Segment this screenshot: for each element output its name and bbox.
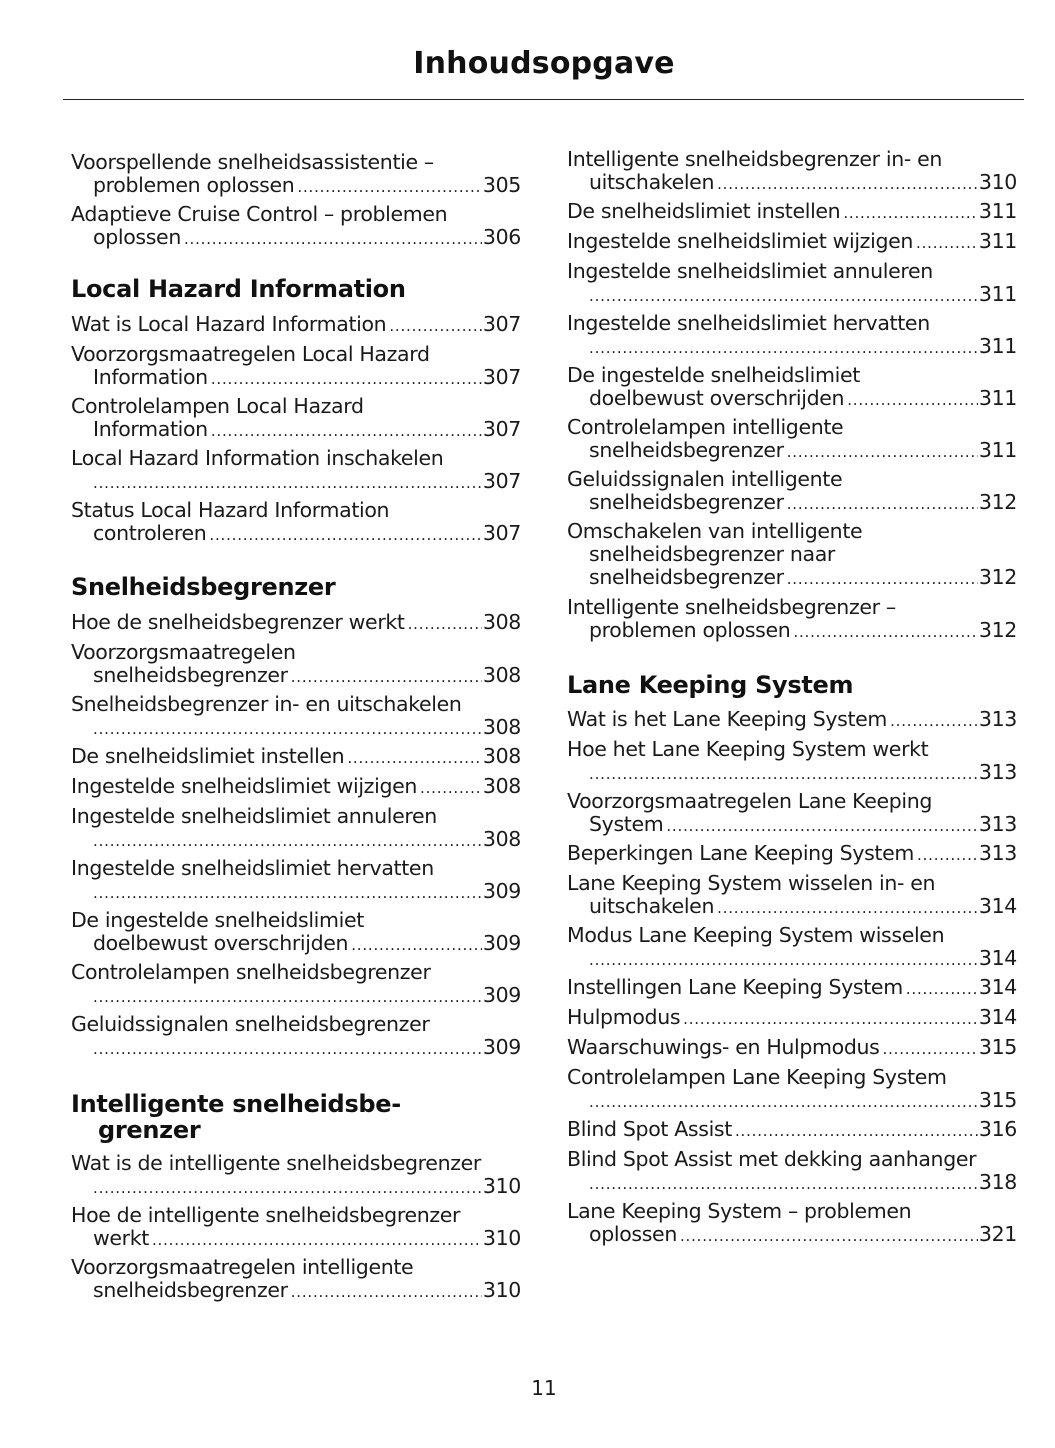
title-divider [63, 99, 1024, 100]
toc-entry-wat-is-het-lane-keeping-system[interactable] [567, 708, 1017, 731]
toc-entry-line [71, 909, 521, 932]
dot-leader [589, 1173, 978, 1196]
toc-entry-last-line [567, 200, 1017, 223]
toc-entry-last-line [71, 1175, 521, 1198]
toc-page-number: 306 [482, 225, 521, 249]
toc-entry-text: Wat is de intelligente snelheidsbegrenzer [71, 1151, 481, 1175]
toc-entry-last-line [71, 932, 521, 955]
toc-page-number: 313 [978, 760, 1017, 784]
section-heading-lane-keeping-system[interactable] [567, 672, 853, 698]
dot-leader [787, 568, 978, 591]
toc-entry-text: Local Hazard Information inschakelen [71, 446, 444, 470]
toc-entry-text: Intelligente snelheidsbegrenzer in- en [567, 147, 942, 171]
toc-entry-line [567, 468, 1017, 491]
section-heading-intelligente-snelheidsbe-grenzer[interactable] [71, 1091, 401, 1143]
section-heading-local-hazard-information[interactable] [71, 276, 406, 302]
toc-page-number: 310 [482, 1174, 521, 1198]
section-heading-text: Lane Keeping System [567, 671, 854, 699]
toc-entry-text: snelheidsbegrenzer [589, 565, 784, 589]
toc-page-number: 312 [978, 490, 1017, 514]
toc-entry-ingestelde-snelheidslimiet-wijzigen[interactable] [567, 230, 1017, 253]
toc-entry-blind-spot-assist[interactable] [567, 1118, 1017, 1141]
dot-leader [93, 718, 482, 741]
toc-entry-line [567, 872, 1017, 895]
toc-entry-text: Voorspellende snelheidsassistentie – [71, 150, 434, 174]
dot-leader [347, 747, 482, 770]
toc-entry-ingestelde-snelheidslimiet-wijzigen[interactable] [71, 775, 521, 798]
toc-entry-text: System [589, 812, 664, 836]
page-number: 11 [531, 1376, 557, 1400]
dot-leader [93, 1177, 482, 1200]
toc-page-number: 314 [978, 1005, 1017, 1029]
toc-page-number: 313 [978, 812, 1017, 836]
toc-entry-line [567, 520, 1017, 543]
toc-entry-text: Lane Keeping System – problemen [567, 1199, 912, 1223]
toc-entry-line [71, 1013, 521, 1036]
section-heading-text: grenzer [98, 1116, 201, 1144]
toc-page-number: 313 [978, 841, 1017, 865]
dot-leader [735, 1120, 978, 1143]
toc-entry-text: problemen oplossen [93, 173, 295, 197]
toc-entry-text: Ingestelde snelheidslimiet wijzigen [567, 229, 914, 253]
toc-entry-last-line [71, 1227, 521, 1250]
toc-entry-snelheidsbegrenzer-in-en-uitschakelen[interactable] [71, 693, 521, 739]
toc-entry-local-hazard-information-inschakelen[interactable] [71, 447, 521, 493]
toc-page-number: 308 [482, 774, 521, 798]
section-heading-snelheidsbegrenzer[interactable] [71, 574, 335, 600]
dot-leader [717, 897, 978, 920]
dot-leader [717, 173, 978, 196]
toc-entry-last-line [71, 226, 521, 249]
toc-entry-voorzorgsmaatregelen-intelligente[interactable] [71, 1256, 521, 1302]
toc-entry-line [567, 312, 1017, 335]
toc-page-number: 307 [482, 417, 521, 441]
toc-entry-text: Voorzorgsmaatregelen Lane Keeping [567, 789, 933, 813]
toc-page-number: 313 [978, 707, 1017, 731]
toc-page-number: 314 [978, 946, 1017, 970]
toc-entry-hulpmodus[interactable] [567, 1006, 1017, 1029]
dot-leader [680, 1225, 978, 1248]
toc-entry-text: Snelheidsbegrenzer in- en uitschakelen [71, 692, 462, 716]
dot-leader [351, 934, 482, 957]
toc-entry-last-line [71, 611, 521, 634]
toc-entry-line [567, 260, 1017, 283]
section-heading-text: Local Hazard Information [71, 275, 406, 303]
toc-entry-line [71, 1152, 521, 1175]
toc-entry-last-line [71, 745, 521, 768]
toc-entry-line [71, 1256, 521, 1279]
toc-entry-line [567, 790, 1017, 813]
dot-leader [890, 710, 978, 733]
toc-entry-text: De ingestelde snelheidslimiet [71, 908, 364, 932]
toc-entry-text: Information [93, 365, 208, 389]
dot-leader [420, 777, 482, 800]
toc-entry-line [567, 738, 1017, 761]
toc-entry-text: Controlelampen intelligente [567, 415, 844, 439]
toc-entry-text: Instellingen Lane Keeping System [567, 975, 903, 999]
toc-page-number: 312 [978, 565, 1017, 589]
dot-leader [93, 472, 482, 495]
toc-entry-text: problemen oplossen [589, 618, 791, 642]
toc-entry-line [567, 416, 1017, 439]
dot-leader [883, 1038, 978, 1061]
toc-entry-text: De snelheidslimiet instellen [567, 199, 841, 223]
dot-leader [93, 882, 482, 905]
toc-entry-ingestelde-snelheidslimiet-annuleren[interactable] [71, 805, 521, 851]
toc-entry-line [71, 151, 521, 174]
toc-entry-last-line [567, 283, 1017, 306]
toc-entry-geluidssignalen-snelheidsbegrenzer[interactable] [71, 1013, 521, 1059]
toc-entry-ingestelde-snelheidslimiet-annuleren[interactable] [567, 260, 1017, 306]
toc-entry-line [71, 961, 521, 984]
toc-entry-line [567, 1200, 1017, 1223]
toc-page-number: 309 [482, 983, 521, 1007]
toc-entry-last-line [567, 1089, 1017, 1112]
section-heading-text: Intelligente snelheidsbe- [71, 1090, 401, 1118]
toc-entry-text: Hoe het Lane Keeping System werkt [567, 737, 929, 761]
toc-entry-text: Voorzorgsmaatregelen intelligente [71, 1255, 414, 1279]
toc-entry-hoe-de-snelheidsbegrenzer-werkt[interactable] [71, 611, 521, 634]
toc-entry-last-line [71, 174, 521, 197]
toc-entry-geluidssignalen-intelligente[interactable] [567, 468, 1017, 514]
toc-entry-last-line [71, 880, 521, 903]
toc-entry-beperkingen-lane-keeping-system[interactable] [567, 842, 1017, 865]
toc-entry-text: snelheidsbegrenzer [93, 1278, 288, 1302]
toc-page-number: 321 [978, 1222, 1017, 1246]
toc-entry-hoe-het-lane-keeping-system-werkt[interactable] [567, 738, 1017, 784]
toc-entry-line [71, 447, 521, 470]
toc-entry-text: De snelheidslimiet instellen [71, 744, 345, 768]
dot-leader [291, 666, 482, 689]
toc-entry-line [567, 364, 1017, 387]
toc-entry-line [71, 641, 521, 664]
toc-entry-text: Hoe de intelligente snelheidsbegrenzer [71, 1203, 461, 1227]
dot-leader [589, 949, 978, 972]
toc-entry-controlelampen-snelheidsbegrenzer[interactable] [71, 961, 521, 1007]
dot-leader [291, 1281, 482, 1304]
toc-entry-last-line [71, 470, 521, 493]
toc-entry-intelligente-snelheidsbegrenzer-in-en[interactable] [567, 148, 1017, 194]
toc-entry-last-line [567, 230, 1017, 253]
toc-entry-text: Adaptieve Cruise Control – problemen [71, 202, 448, 226]
dot-leader [847, 389, 978, 412]
toc-entry-lane-keeping-system-wisselen-in-en[interactable] [567, 872, 1017, 918]
toc-entry-voorspellende-snelheidsassistentie[interactable] [71, 151, 521, 197]
toc-entry-line [567, 543, 1017, 566]
toc-page-number: 309 [482, 879, 521, 903]
toc-entry-last-line [71, 418, 521, 441]
dot-leader [906, 978, 978, 1001]
toc-page-number: 308 [482, 715, 521, 739]
toc-page-number: 308 [482, 663, 521, 687]
dot-leader [152, 1229, 482, 1252]
toc-entry-ingestelde-snelheidslimiet-hervatten[interactable] [567, 312, 1017, 358]
toc-entry-lane-keeping-system-problemen[interactable] [567, 1200, 1017, 1246]
dot-leader [184, 228, 482, 251]
toc-page-number: 307 [482, 312, 521, 336]
toc-entry-blind-spot-assist-met-dekking-aanhanger[interactable] [567, 1148, 1017, 1194]
toc-entry-last-line [71, 775, 521, 798]
toc-entry-hoe-de-intelligente-snelheidsbegrenzer[interactable] [71, 1204, 521, 1250]
toc-entry-text: Controlelampen Local Hazard [71, 394, 364, 418]
toc-entry-text: doelbewust overschrijden [589, 386, 845, 410]
toc-page-number: 309 [482, 1035, 521, 1059]
toc-entry-text: oplossen [589, 1222, 677, 1246]
toc-entry-voorzorgsmaatregelen-local-hazard[interactable] [71, 343, 521, 389]
dot-leader [683, 1008, 978, 1031]
toc-entry-last-line [71, 828, 521, 851]
toc-page-number: 308 [482, 744, 521, 768]
toc-entry-last-line [567, 895, 1017, 918]
toc-entry-line [71, 1204, 521, 1227]
dot-leader [211, 368, 482, 391]
toc-entry-voorzorgsmaatregelen[interactable] [71, 641, 521, 687]
dot-leader [589, 337, 978, 360]
toc-entry-text: doelbewust overschrijden [93, 931, 349, 955]
dot-leader [93, 830, 482, 853]
toc-page-number: 311 [978, 282, 1017, 306]
toc-entry-text: Modus Lane Keeping System wisselen [567, 923, 945, 947]
toc-entry-last-line [567, 1118, 1017, 1141]
toc-entry-text: Controlelampen Lane Keeping System [567, 1065, 947, 1089]
toc-entry-last-line [567, 976, 1017, 999]
page-title: Inhoudsopgave [413, 46, 675, 81]
dot-leader [93, 1038, 482, 1061]
toc-entry-line [567, 596, 1017, 619]
toc-entry-line [567, 1066, 1017, 1089]
dot-leader [211, 420, 482, 443]
toc-entry-last-line [567, 491, 1017, 514]
toc-entry-ingestelde-snelheidslimiet-hervatten[interactable] [71, 857, 521, 903]
dot-leader [787, 493, 978, 516]
toc-page-number: 311 [978, 386, 1017, 410]
toc-entry-text: Hoe de snelheidsbegrenzer werkt [71, 610, 405, 634]
toc-entry-line [71, 499, 521, 522]
toc-entry-text: Ingestelde snelheidslimiet annuleren [71, 804, 437, 828]
toc-entry-waarschuwings-en-hulpmodus[interactable] [567, 1036, 1017, 1059]
toc-entry-last-line [71, 664, 521, 687]
toc-page-number: 311 [978, 199, 1017, 223]
toc-entry-text: Information [93, 417, 208, 441]
toc-entry-last-line [567, 387, 1017, 410]
dot-leader [666, 815, 978, 838]
toc-page-number: 310 [482, 1226, 521, 1250]
toc-entry-controlelampen-lane-keeping-system[interactable] [567, 1066, 1017, 1112]
toc-entry-last-line [567, 761, 1017, 784]
toc-page-number: 318 [978, 1170, 1017, 1194]
toc-entry-text: oplossen [93, 225, 181, 249]
toc-entry-adaptieve-cruise-control-problemen[interactable] [71, 203, 521, 249]
toc-entry-last-line [71, 1036, 521, 1059]
toc-entry-text: Waarschuwings- en Hulpmodus [567, 1035, 880, 1059]
toc-entry-text: Ingestelde snelheidslimiet hervatten [71, 856, 434, 880]
toc-entry-text: uitschakelen [589, 170, 715, 194]
toc-entry-text: Ingestelde snelheidslimiet hervatten [567, 311, 930, 335]
dot-leader [297, 176, 482, 199]
dot-leader [793, 621, 978, 644]
toc-entry-last-line [71, 984, 521, 1007]
toc-page-number: 311 [978, 229, 1017, 253]
toc-page-number: 309 [482, 931, 521, 955]
toc-entry-last-line [567, 842, 1017, 865]
toc-page-number: 311 [978, 438, 1017, 462]
toc-entry-last-line [567, 171, 1017, 194]
dot-leader [917, 844, 978, 867]
toc-entry-de-ingestelde-snelheidslimiet[interactable] [71, 909, 521, 955]
toc-entry-last-line [567, 1171, 1017, 1194]
toc-entry-text: snelheidsbegrenzer [589, 490, 784, 514]
toc-entry-last-line [567, 1036, 1017, 1059]
toc-entry-last-line [567, 439, 1017, 462]
toc-page-number: 314 [978, 975, 1017, 999]
toc-entry-text: Geluidssignalen intelligente [567, 467, 843, 491]
toc-entry-modus-lane-keeping-system-wisselen[interactable] [567, 924, 1017, 970]
toc-entry-text: Beperkingen Lane Keeping System [567, 841, 914, 865]
toc-entry-text: snelheidsbegrenzer naar [589, 542, 836, 566]
toc-page-number: 315 [978, 1088, 1017, 1112]
toc-page-number: 310 [482, 1278, 521, 1302]
dot-leader [589, 763, 978, 786]
dot-leader [916, 232, 978, 255]
toc-entry-last-line [567, 813, 1017, 836]
toc-entry-last-line [71, 313, 521, 336]
toc-page-number: 315 [978, 1035, 1017, 1059]
toc-entry-text: Geluidssignalen snelheidsbegrenzer [71, 1012, 430, 1036]
toc-entry-text: Voorzorgsmaatregelen [71, 640, 296, 664]
toc-page-number: 311 [978, 334, 1017, 358]
toc-entry-last-line [567, 1223, 1017, 1246]
toc-page-number: 308 [482, 827, 521, 851]
dot-leader [93, 986, 482, 1009]
toc-page-number: 312 [978, 618, 1017, 642]
toc-entry-last-line [567, 335, 1017, 358]
toc-entry-text: Voorzorgsmaatregelen Local Hazard [71, 342, 430, 366]
toc-entry-last-line [71, 716, 521, 739]
toc-entry-text: Blind Spot Assist met dekking aanhanger [567, 1147, 977, 1171]
toc-entry-text: Ingestelde snelheidslimiet wijzigen [71, 774, 418, 798]
toc-entry-line [567, 1148, 1017, 1171]
toc-entry-text: controleren [93, 521, 207, 545]
toc-entry-text: Intelligente snelheidsbegrenzer – [567, 595, 896, 619]
toc-entry-line [71, 203, 521, 226]
toc-entry-wat-is-local-hazard-information[interactable] [71, 313, 521, 336]
toc-entry-controlelampen-local-hazard[interactable] [71, 395, 521, 441]
toc-entry-last-line [567, 947, 1017, 970]
toc-entry-status-local-hazard-information[interactable] [71, 499, 521, 545]
toc-entry-text: Wat is het Lane Keeping System [567, 707, 888, 731]
toc-entry-last-line [567, 566, 1017, 589]
toc-entry-text: Omschakelen van intelligente [567, 519, 863, 543]
toc-entry-text: Controlelampen snelheidsbegrenzer [71, 960, 431, 984]
dot-leader [589, 285, 978, 308]
toc-entry-line [567, 924, 1017, 947]
toc-entry-line [71, 805, 521, 828]
toc-entry-text: Status Local Hazard Information [71, 498, 390, 522]
toc-page-number: 310 [978, 170, 1017, 194]
dot-leader [389, 315, 482, 338]
toc-page-number: 316 [978, 1117, 1017, 1141]
toc-page-number: 314 [978, 894, 1017, 918]
toc-entry-wat-is-de-intelligente-snelheidsbegrenzer[interactable] [71, 1152, 521, 1198]
toc-entry-line [71, 343, 521, 366]
toc-entry-controlelampen-intelligente[interactable] [567, 416, 1017, 462]
dot-leader [209, 524, 482, 547]
toc-page-number: 305 [482, 173, 521, 197]
toc-entry-intelligente-snelheidsbegrenzer[interactable] [567, 596, 1017, 642]
toc-entry-last-line [71, 366, 521, 389]
toc-entry-line [567, 148, 1017, 171]
toc-entry-text: Ingestelde snelheidslimiet annuleren [567, 259, 933, 283]
toc-entry-instellingen-lane-keeping-system[interactable] [567, 976, 1017, 999]
dot-leader [787, 441, 978, 464]
toc-page-number: 307 [482, 521, 521, 545]
toc-entry-text: De ingestelde snelheidslimiet [567, 363, 860, 387]
toc-entry-text: Hulpmodus [567, 1005, 681, 1029]
toc-page-number: 307 [482, 469, 521, 493]
toc-entry-text: snelheidsbegrenzer [589, 438, 784, 462]
toc-entry-omschakelen-van-intelligente[interactable] [567, 520, 1017, 589]
section-heading-text: Snelheidsbegrenzer [71, 573, 336, 601]
toc-entry-de-snelheidslimiet-instellen[interactable] [567, 200, 1017, 223]
toc-entry-text: Wat is Local Hazard Information [71, 312, 387, 336]
toc-entry-voorzorgsmaatregelen-lane-keeping[interactable] [567, 790, 1017, 836]
toc-page-number: 307 [482, 365, 521, 389]
toc-entry-text: Lane Keeping System wisselen in- en [567, 871, 936, 895]
toc-entry-last-line [71, 522, 521, 545]
toc-entry-last-line [567, 619, 1017, 642]
toc-entry-line [71, 693, 521, 716]
toc-entry-line [71, 395, 521, 418]
dot-leader [843, 202, 978, 225]
toc-entry-de-snelheidslimiet-instellen[interactable] [71, 745, 521, 768]
dot-leader [408, 613, 482, 636]
toc-entry-de-ingestelde-snelheidslimiet[interactable] [567, 364, 1017, 410]
toc-entry-text: snelheidsbegrenzer [93, 663, 288, 687]
toc-entry-last-line [71, 1279, 521, 1302]
toc-entry-text: uitschakelen [589, 894, 715, 918]
toc-entry-text: Blind Spot Assist [567, 1117, 732, 1141]
dot-leader [589, 1091, 978, 1114]
toc-entry-text: werkt [93, 1226, 149, 1250]
toc-entry-last-line [567, 1006, 1017, 1029]
toc-page-number: 308 [482, 610, 521, 634]
toc-entry-last-line [567, 708, 1017, 731]
toc-entry-line [71, 857, 521, 880]
